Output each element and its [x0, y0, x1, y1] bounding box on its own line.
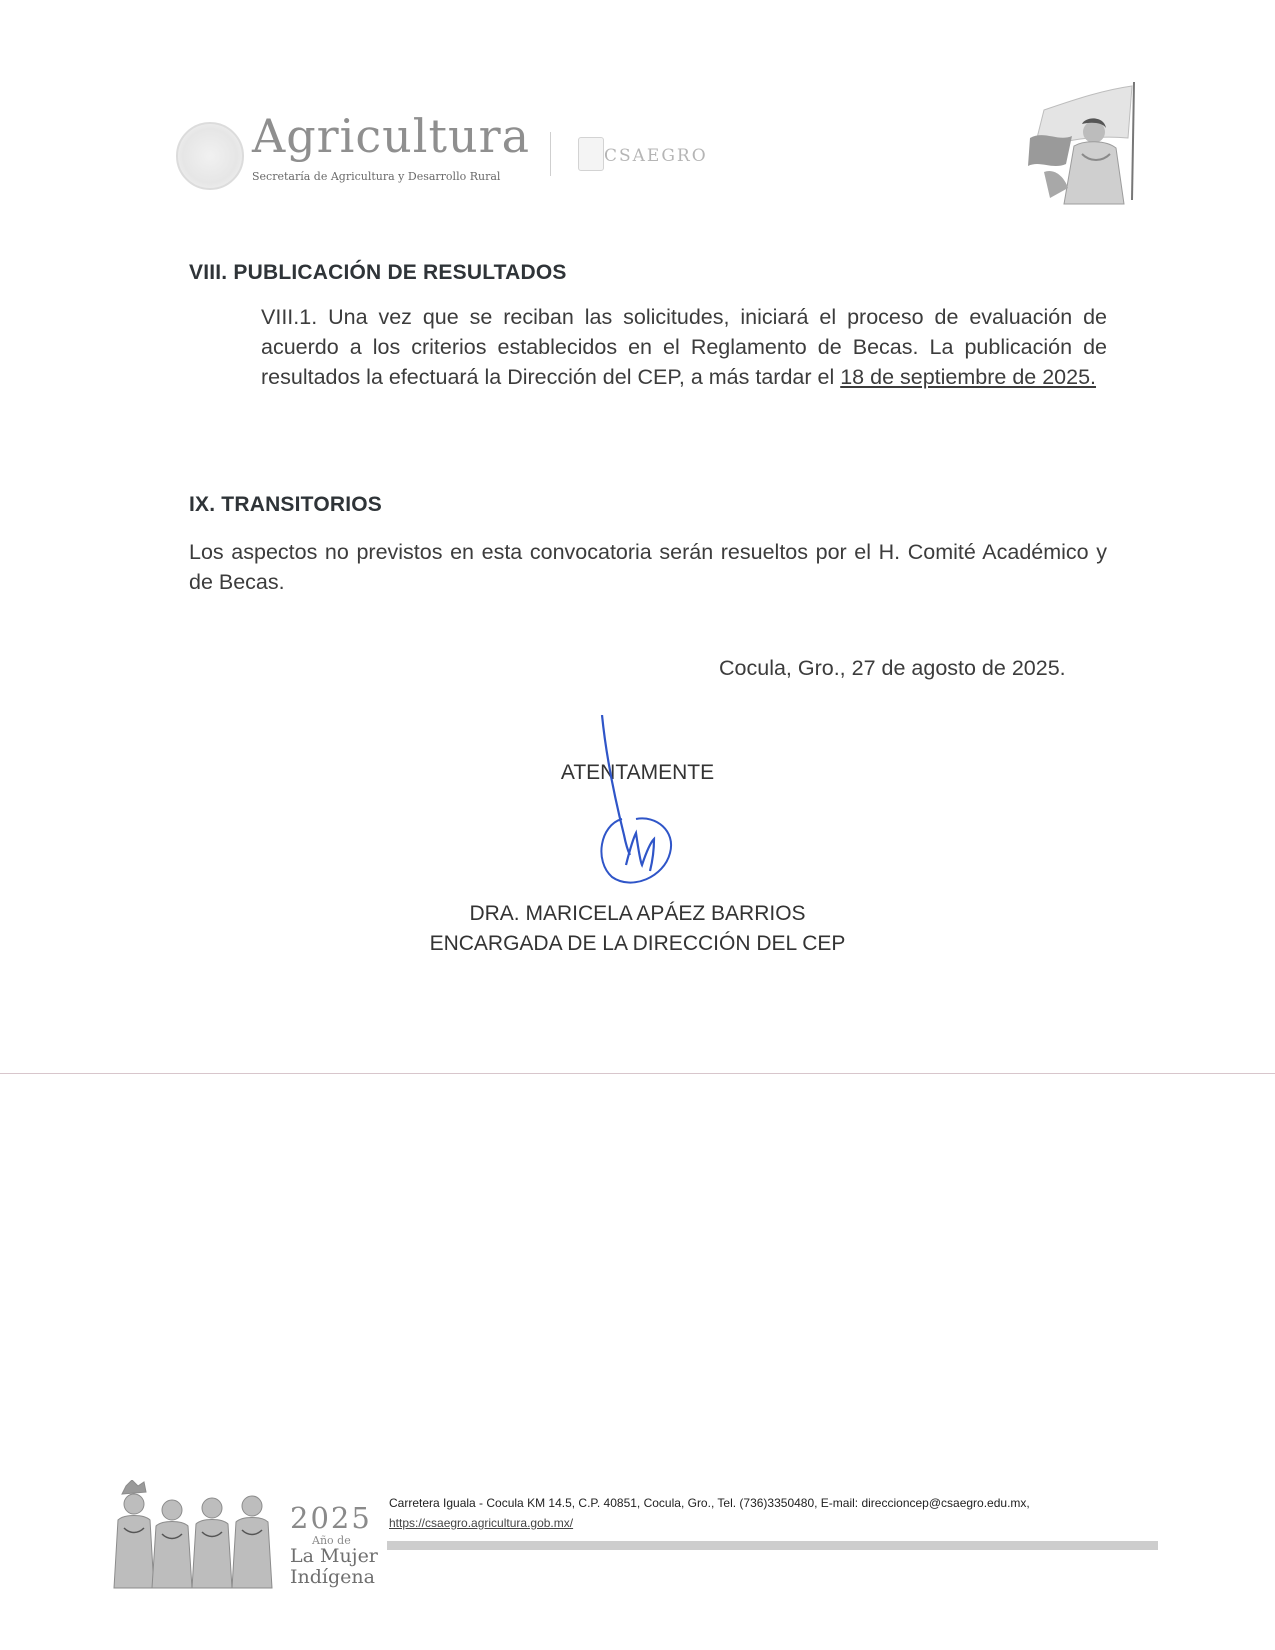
- publicacion-text: VIII.1. Una vez que se reciban las solicitudes, iniciará el proceso de evaluación de acuerdo a los criterios establecidos en el Reglamento de Becas. La publicación de resultados la efectuará la Dirección del CEP, a más tardar el: [261, 305, 1107, 389]
- coat-of-arms-seal-icon: [176, 122, 244, 190]
- publicacion-deadline: 18 de septiembre de 2025.: [840, 365, 1097, 389]
- year-name-line1: La Mujer: [290, 1545, 378, 1567]
- footer-bar: [387, 1541, 1158, 1550]
- institution-name: CSAEGRO: [604, 146, 708, 166]
- signatory-title: ENCARGADA DE LA DIRECCIÓN DEL CEP: [429, 932, 846, 955]
- agency-subtitle: Secretaría de Agricultura y Desarrollo Rural: [252, 170, 501, 183]
- place-date: Cocula, Gro., 27 de agosto de 2025.: [719, 656, 1066, 680]
- section-heading-publicacion: VIII. PUBLICACIÓN DE RESULTADOS: [189, 261, 567, 284]
- year-name: [290, 1546, 378, 1588]
- footer-address: Carretera Iguala - Cocula KM 14.5, C.P. 40851, Cocula, Gro., Tel. (736)3350480, E-mail: direccioncep@csaegro.edu.mx,: [389, 1496, 1030, 1510]
- woman-with-flag-illustration-icon: [1024, 80, 1150, 210]
- section-paragraph-publicacion: [261, 302, 1107, 392]
- footer-url-link[interactable]: https://csaegro.agricultura.gob.mx/: [389, 1516, 574, 1530]
- header-separator: [550, 132, 551, 176]
- closing-text: ATENTAMENTE: [560, 761, 715, 784]
- indigenous-women-illustration-icon: [112, 1480, 277, 1590]
- section-paragraph-transitorios: Los aspectos no previstos en esta convocatoria serán resueltos por el H. Comité Académico y de Becas.: [189, 540, 1107, 594]
- year-label: 2025: [290, 1501, 372, 1535]
- section-heading-transitorios: IX. TRANSITORIOS: [189, 493, 382, 516]
- year-of-label: Año de: [312, 1534, 351, 1547]
- page-divider: [0, 1073, 1275, 1074]
- agency-brand: Agricultura: [252, 109, 530, 163]
- handwritten-signature-icon: [592, 715, 682, 895]
- year-name-line2: Indígena: [290, 1566, 375, 1588]
- csaegro-logo-icon: [578, 137, 604, 171]
- signatory-name: DRA. MARICELA APÁEZ BARRIOS: [469, 902, 806, 925]
